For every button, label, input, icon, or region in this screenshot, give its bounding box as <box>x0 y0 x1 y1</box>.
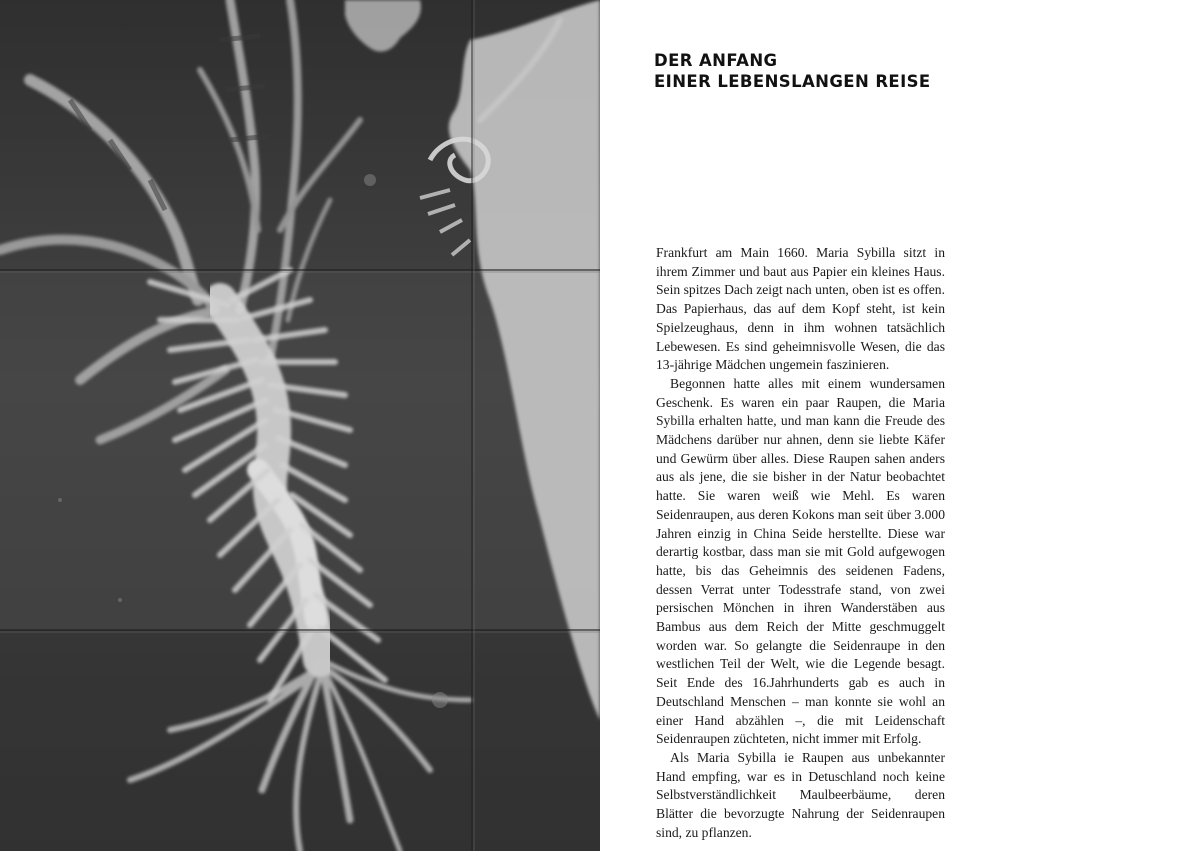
body-text <box>656 244 945 843</box>
paragraph-1: Frankfurt am Main 1660. Maria Sybilla sitzt in ihrem Zimmer und baut aus Papier ein kleines Haus. Sein spitzes Dach zeigt nach unten, oben ist es offen. Das Papierhaus, das auf dem Kopf steht, ist kein Spielzeughaus, denn in ihm wohnen tatsächlich Lebewesen. Es sind geheimnisvolle Wesen, die das 13-jährige Mädchen ungemein faszinieren. <box>656 245 945 373</box>
paragraph-2: Begonnen hatte alles mit einem wundersamen Geschenk. Es waren ein paar Raupen, die Maria Sybilla erhalten hatte, und man kann die Freude des Mädchens darüber nur ahnen, denn sie liebte Käfer und Gewürm über alles. Diese Raupen sahen anders aus als jene, die sie bisher in der Natur beobachtet hatte. Sie waren weiß wie Mehl. Es waren Seidenraupen, aus deren Kokons man seit über 3.000 Jahren einzig in China Seide herstellte. Diese war derartig kostbar, dass man sie mit Gold aufgewogen hatte, bis das Geheimnis des seidenen Fadens, dessen Verrat unter Todesstrafe stand, von zwei persischen Mönchen in ihren Wanderstäben aus Bambus aus dem Reich der Mitte geschmuggelt worden war. So gelangte die Seidenraupe in den westlichen Teil der Welt, wie die Legende besagt. Seit Ende des 16.Jahrhunderts gab es auch in Deutschland Menschen – man konnte sie wohl an einer Hand abzählen –, die mit Leidenschaft Seidenraupen züchteten, nicht immer mit Erfolg. <box>656 375 945 747</box>
chapter-heading-line-1: DER ANFANG <box>654 51 778 70</box>
paragraph-3: Als Maria Sybilla ie Raupen aus unbekannter Hand empfing, war es in Detuschland noch keine Selbstverständlichkeit Maulbeerbäume, deren Blätter die bevorzugte Nahrung der Seidenraupen sind, zu pflanzen. <box>656 749 945 840</box>
text-page <box>600 0 1200 851</box>
chapter-heading-line-2: EINER LEBENSLANGEN REISE <box>654 72 931 91</box>
chapter-heading <box>654 50 931 92</box>
